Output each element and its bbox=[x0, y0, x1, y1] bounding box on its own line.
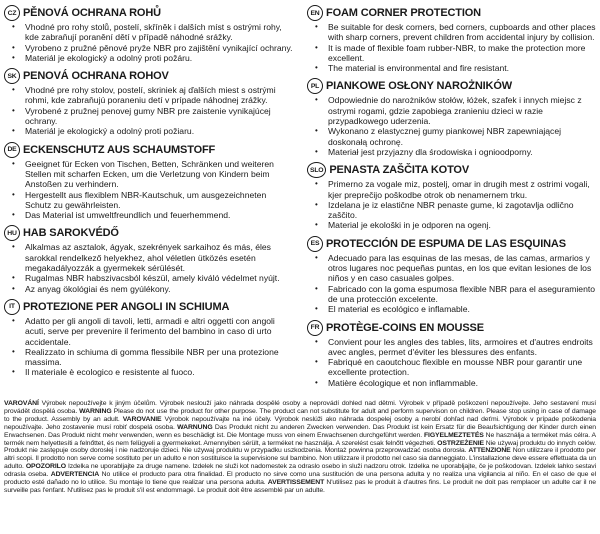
section-title: PROTECCIÓN DE ESPUMA DE LAS ESQUINAS bbox=[326, 237, 566, 250]
multilingual-warning-paragraph bbox=[4, 400, 596, 495]
bullet-item: • Fabricado con la goma espumosa flexible NBR para el aseguramiento de una protección excelente. bbox=[307, 284, 596, 305]
section-header bbox=[4, 225, 293, 241]
bullet-list bbox=[4, 85, 293, 136]
bullet-item: • Materiał jest przyjazny dla środowiska i ognioodporny. bbox=[307, 147, 596, 157]
bullet-list bbox=[4, 242, 293, 293]
language-code-badge: DE bbox=[4, 142, 20, 158]
bullet-list bbox=[307, 95, 596, 157]
bullet-item: • The material is environmental and fire resistant. bbox=[307, 63, 596, 73]
bullet-item: • Matière écologique et non inflammable. bbox=[307, 378, 596, 388]
right-column bbox=[307, 5, 596, 393]
bullet-list bbox=[4, 316, 293, 378]
warning-text: Výrobok nepoužívajte na iné účely. Výrobok neslúži ako náhrada dospelej osoby a nerobí dohľad nad deťmi. Výrobok v prípade poškodenia nepoužívajte. Jeho zostavenie musí robiť dospelá osoba. bbox=[4, 415, 596, 431]
section-title: PROTÈGE-COINS EN MOUSSE bbox=[326, 321, 484, 334]
warning-label: VAROVÁNÍ bbox=[4, 400, 39, 408]
warning-text: Izdelka ne uporabljajte za druge namene. Izdelek ne služi kot nadomestek za odraslo osebo in služi nadzoru otrok. Izdelka ne uporabljajte, če je poškodovan. Izdelek lahko sestavi odrasla oseba. bbox=[4, 463, 596, 479]
language-code-badge: PL bbox=[307, 78, 323, 94]
bullet-item: • Materiál je ekologický a odolný proti požáru. bbox=[4, 53, 293, 63]
language-code-badge: HU bbox=[4, 225, 20, 241]
bullet-item: • Wykonano z elastycznej gumy piankowej NBR zapewniającej doskonałą ochronę. bbox=[307, 126, 596, 147]
bullet-list bbox=[4, 159, 293, 221]
warning-label: WARNING bbox=[79, 407, 112, 415]
section-title: HAB SAROKVÉDŐ bbox=[23, 227, 119, 240]
bullet-item: • Vhodné pre rohy stolov, postelí, skriniek aj ďalších miest s ostrými rohmi, kde zabraňujú poraneniu detí v prípade náhodnej zrážky. bbox=[4, 85, 293, 106]
bullet-list bbox=[307, 179, 596, 230]
section-header bbox=[4, 68, 293, 84]
warning-text: N'utilisez pas le produit à d'autres fins. Le produit ne doit pas remplacer un adulte car il ne surveille pas l'enfant. N'utilisez pas le produit s'il est endommagé. Le produit doit être assemblé par un adulte. bbox=[4, 479, 596, 494]
bullet-item: • Das Material ist umweltfreundlich und feuerhemmend. bbox=[4, 210, 293, 220]
bullet-item: • Il materiale è ecologico e resistente al fuoco. bbox=[4, 367, 293, 377]
warning-text: Das Produkt nicht zu anderen Zwecken verwenden. Das Produkt ist kein Ersatz für die Beaufsichtigung der Kinder durch einen Erwachsenen. Das Produkt nicht mehr verwenden, wenn es beschädigt ist. Die Montage muss von einem Erwachsenen durchgeführt werden. bbox=[4, 423, 597, 439]
language-section-sk bbox=[4, 68, 293, 136]
bullet-item: • Primerno za vogale miz, postelj, omar in drugih mest z ostrimi vogali, kjer preprečijo poškodbe otrok ob nenamernem trku. bbox=[307, 179, 596, 200]
language-section-slo bbox=[307, 162, 596, 230]
section-title: PIANKOWE OSŁONY NAROŻNIKÓW bbox=[326, 80, 512, 93]
section-header bbox=[307, 5, 596, 21]
bullet-item: • Be suitable for desk corners, bed corners, cupboards and other places with sharp corners, prevent children from accidental injury by collision. bbox=[307, 22, 596, 43]
bullet-list bbox=[307, 22, 596, 73]
bullet-list bbox=[307, 337, 596, 388]
bullet-item: • Convient pour les angles des tables, lits, armoires et d'autres endroits avec angles, permet d'éviter les blessures des enfants. bbox=[307, 337, 596, 358]
bullet-item: • Alkalmas az asztalok, ágyak, szekrények sarkaihoz és más, éles sarokkal rendelkező helyekhez, ahol véletlen ütközés esetén megakadályozzák a gyermekek sérülését. bbox=[4, 242, 293, 273]
warning-label: AVERTISSEMENT bbox=[267, 479, 325, 487]
warning-label: ATTENZIONE bbox=[468, 447, 511, 455]
language-section-pl bbox=[307, 78, 596, 157]
warning-label: OSTRZEŻENIE bbox=[437, 439, 484, 447]
language-code-badge: ES bbox=[307, 236, 323, 252]
language-code-badge: FR bbox=[307, 320, 323, 336]
section-title: ECKENSCHUTZ AUS SCHAUMSTOFF bbox=[23, 143, 216, 156]
bullet-item: • Adecuado para las esquinas de las mesas, de las camas, armarios y otros lugares noc pequeñas puntas, en los que evitan lesiones de los niños y en caso casuales golpes. bbox=[307, 253, 596, 284]
left-column bbox=[4, 5, 293, 393]
warning-label: VAROVANIE bbox=[122, 415, 162, 423]
language-section-hu bbox=[4, 225, 293, 293]
bullet-item: • Izdelana je iz elastične NBR penaste gume, ki zagotavlja odlično zaščito. bbox=[307, 200, 596, 221]
bullet-item: • Hergestellt aus flexiblem NBR-Kautschuk, um ausgezeichneten Schutz zu gewährleisten. bbox=[4, 190, 293, 211]
bullet-list bbox=[4, 22, 293, 63]
bullet-item: • Realizzato in schiuma di gomma flessibile NBR per una protezione massima. bbox=[4, 347, 293, 368]
warning-text: Ne használja a terméket más célra. A termék nem helyettesíti a felnőttet, és nem felügyeli a gyermekeket. Amennyiben sérült, a terméket ne használja. A szerelést csak felnőtt végezheti. bbox=[4, 431, 596, 447]
warning-label: ADVERTENCIA bbox=[50, 471, 100, 479]
section-title: PENASTA ZAŠČITA KOTOV bbox=[329, 164, 470, 177]
bullet-item: • Vyrobené z pružnej penovej gumy NBR pre zaistenie vynikajúcej ochrany. bbox=[4, 106, 293, 127]
section-header bbox=[4, 299, 293, 315]
warning-label: FIGYELMEZTETÉS bbox=[423, 431, 484, 439]
section-header bbox=[307, 162, 596, 178]
section-title: PROTEZIONE PER ANGOLI IN SCHIUMA bbox=[23, 300, 230, 313]
bullet-item: • Vhodné pro rohy stolů, postelí, skříněk i dalších míst s ostrými rohy, kde zabraňují poranění dětí v případě náhodné srážky. bbox=[4, 22, 293, 43]
bullet-item: • El material es ecológico e inflamable. bbox=[307, 304, 596, 314]
language-sections-columns bbox=[4, 5, 596, 393]
section-header bbox=[4, 142, 293, 158]
bullet-item: • Odpowiednie do narożników stołów, łóżek, szafek i innych miejsc z ostrymi rogami, gdzie zapobiega zranieniu dzieci w razie przypadkowego uderzenia. bbox=[307, 95, 596, 126]
language-section-it bbox=[4, 299, 293, 378]
language-section-es bbox=[307, 236, 596, 315]
language-code-badge: SK bbox=[4, 68, 20, 84]
section-title: PENOVÁ OCHRANA ROHOV bbox=[23, 70, 169, 83]
language-section-cz bbox=[4, 5, 293, 63]
language-code-badge: EN bbox=[307, 5, 323, 21]
language-section-en bbox=[307, 5, 596, 73]
bullet-list bbox=[307, 253, 596, 315]
bullet-item: • Materiál je ekologický a odolný proti požiaru. bbox=[4, 126, 293, 136]
section-header bbox=[307, 320, 596, 336]
section-header bbox=[307, 78, 596, 94]
warning-text: Výrobek nepoužívejte k jiným účelům. Výrobek neslouží jako náhrada dospělé osoby a neprovádí dohled nad dětmi. Výrobek v případě poškození nepoužívejte. Jeho sestavení musí provádět dospělá osoba. bbox=[4, 400, 596, 415]
bullet-item: • Fabriqué en caoutchouc flexible en mousse NBR pour garantir une excellente protection. bbox=[307, 357, 596, 378]
bullet-item: • Vyrobeno z pružné pěnové pryže NBR pro zajištění vynikající ochrany. bbox=[4, 43, 293, 53]
bullet-item: • Material je ekološki in je odporen na ogenj. bbox=[307, 220, 596, 230]
warning-text: No utilice el producto para otra finalidad. El producto no sirve como una sustitución de una persona adulta y no realiza una vigilancia al niño. En el caso de que el producto esté dañado no lo utilice. Su montaje lo tiene que realizar una persona adulta. bbox=[4, 471, 596, 487]
warning-label: WARNUNG bbox=[177, 423, 213, 431]
section-title: PĚNOVÁ OCHRANA ROHŮ bbox=[23, 7, 161, 19]
section-header bbox=[307, 236, 596, 252]
bullet-item: • Az anyag ökológiai és nem gyúlékony. bbox=[4, 284, 293, 294]
bullet-item: • Adatto per gli angoli di tavoli, letti, armadi e altri oggetti con angoli acuti, serve per prevenire il ferimento del bambino in caso di urto accidentale. bbox=[4, 316, 293, 347]
warning-text: Non utilizzare il prodotto per altri scopi. Il prodotto non serve come sostituto per un adulto e non sostituisce la supervisione sul bambino. Non utilizzare il prodotto nel caso sia danneggiato. L'installazione deve essere effettuata da un adulto. bbox=[4, 447, 597, 471]
warning-text: Nie używaj produktu do innych celów. Produkt nie zastępuje osoby dorosłej i nie nadzoruje dzieci. Nie używaj produktu w przypadku uszkodzenia. Montaż powinna przeprowadzać osoba dorosła. bbox=[4, 439, 597, 455]
language-code-badge: CZ bbox=[4, 5, 20, 21]
bullet-item: • Geeignet für Ecken von Tischen, Betten, Schränken und weiteren Stellen mit scharfen Ecken, um die Verletzung von Kindern beim Anstoßen zu verhindern. bbox=[4, 159, 293, 190]
language-code-badge: SLO bbox=[307, 162, 326, 178]
language-section-fr bbox=[307, 320, 596, 388]
bullet-item: • It is made of flexible foam rubber-NBR, to make the protection more excellent. bbox=[307, 43, 596, 64]
warning-text: Please do not use the product for other purpose. The product can not substitute for adult and perform supervison on children. Please stop using in case of damage to the product. Assembly by an adult. bbox=[4, 407, 596, 423]
warning-label: OPOZORILO bbox=[25, 463, 66, 471]
bullet-item: • Rugalmas NBR habszivacsból készül, amely kiváló védelmet nyújt. bbox=[4, 273, 293, 283]
language-code-badge: IT bbox=[4, 299, 20, 315]
section-title: FOAM CORNER PROTECTION bbox=[326, 7, 481, 19]
section-header bbox=[4, 5, 293, 21]
language-section-de bbox=[4, 142, 293, 221]
